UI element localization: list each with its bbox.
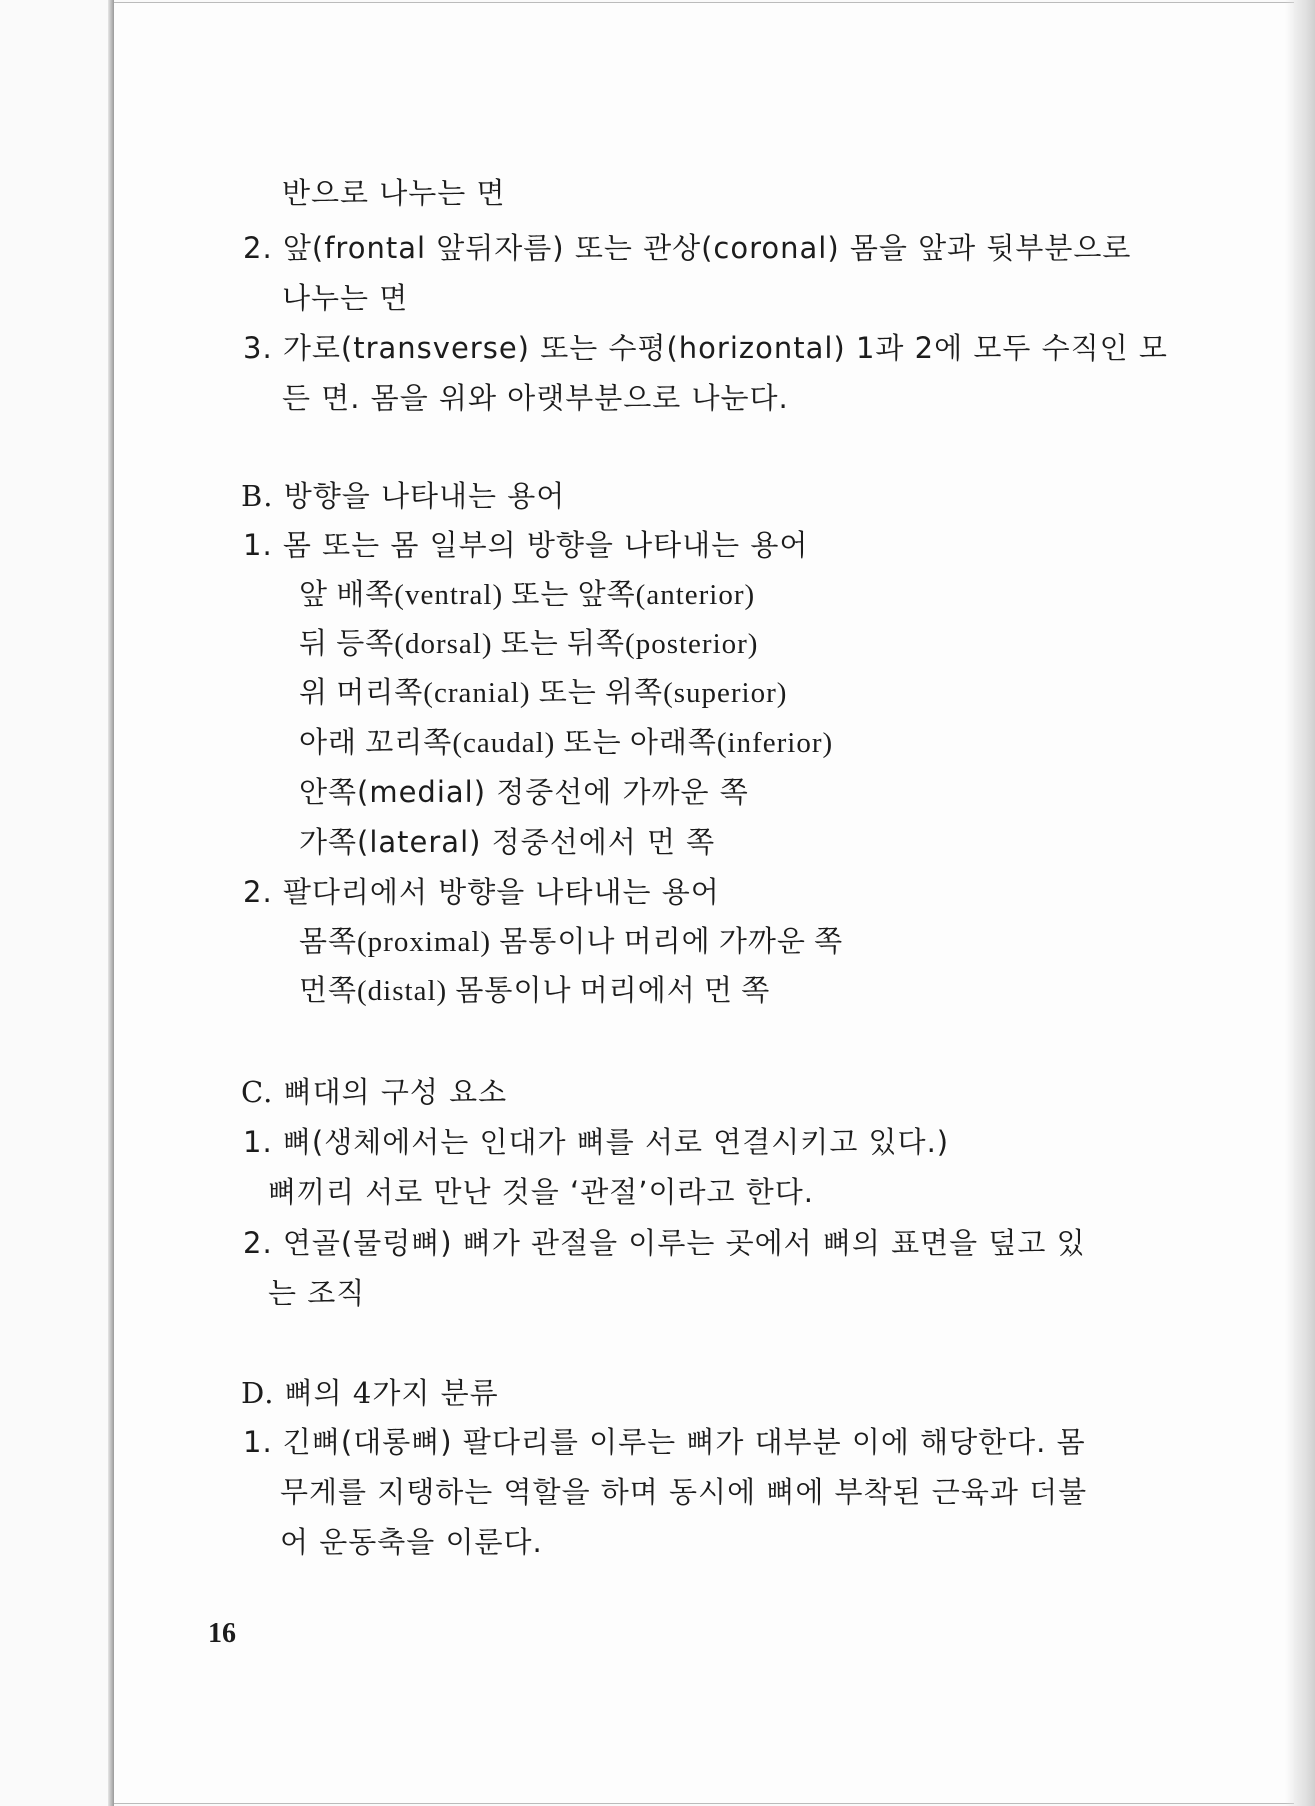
text-line: 어 운동축을 이룬다. <box>280 1525 543 1559</box>
list-item-transverse-plane: 3. 가로(transverse) 또는 수평(horizontal) 1과 2에 모두 수직인 모 <box>243 331 1168 365</box>
section-heading-b: B. 방향을 나타내는 용어 <box>241 479 566 513</box>
page-edge-shadow <box>1285 0 1315 1806</box>
section-heading-d: D. 뼈의 4가지 분류 <box>241 1376 499 1410</box>
list-item-bone: 1. 뼈(생체에서는 인대가 뼈를 서로 연결시키고 있다.) <box>243 1125 950 1159</box>
term-medial: 안쪽(medial) 정중선에 가까운 쪽 <box>299 775 749 809</box>
term-posterior: 뒤 등쪽(dorsal) 또는 뒤쪽(posterior) <box>299 628 759 660</box>
list-item-long-bone: 1. 긴뼈(대롱뼈) 팔다리를 이루는 뼈가 대부분 이에 해당한다. 몸 <box>243 1425 1086 1459</box>
term-proximal: 몸쪽(proximal) 몸통이나 머리에 가까운 쪽 <box>299 926 844 958</box>
list-item-limb-direction: 2. 팔다리에서 방향을 나타내는 용어 <box>243 875 720 909</box>
list-item-cartilage: 2. 연골(물렁뼈) 뼈가 관절을 이루는 곳에서 뼈의 표면을 덮고 있 <box>243 1226 1086 1260</box>
text-line: 반으로 나누는 면 <box>282 176 506 210</box>
term-inferior: 아래 꼬리쪽(caudal) 또는 아래쪽(inferior) <box>299 727 834 759</box>
text-line: 무게를 지탱하는 역할을 하며 동시에 뼈에 부착된 근육과 더불 <box>280 1475 1088 1509</box>
page-number: 16 <box>208 1618 236 1649</box>
text-line: 는 조직 <box>268 1276 366 1310</box>
text-line: 든 면. 몸을 위와 아랫부분으로 나눈다. <box>282 381 789 415</box>
term-superior: 위 머리쪽(cranial) 또는 위쪽(superior) <box>299 677 788 709</box>
term-lateral: 가쪽(lateral) 정중선에서 먼 쪽 <box>299 825 716 859</box>
book-spine-shadow <box>108 0 114 1806</box>
list-item-direction-terms: 1. 몸 또는 몸 일부의 방향을 나타내는 용어 <box>243 528 809 562</box>
list-item-frontal-plane: 2. 앞(frontal 앞뒤자름) 또는 관상(coronal) 몸을 앞과 뒷부분으로 <box>243 231 1132 265</box>
text-line: 뼈끼리 서로 만난 것을 ‘관절’이라고 한다. <box>268 1175 814 1209</box>
term-distal: 먼쪽(distal) 몸통이나 머리에서 먼 쪽 <box>299 975 771 1007</box>
section-heading-c: C. 뼈대의 구성 요소 <box>241 1075 508 1109</box>
term-anterior: 앞 배쪽(ventral) 또는 앞쪽(anterior) <box>299 579 756 611</box>
text-line: 나누는 면 <box>282 281 409 315</box>
